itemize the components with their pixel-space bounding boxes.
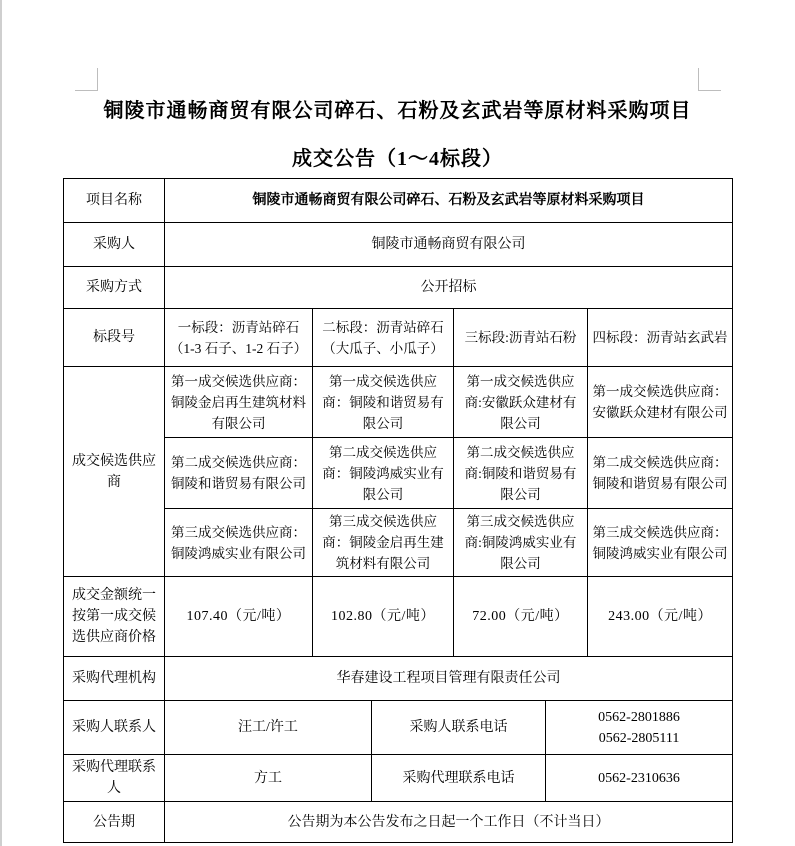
purchaser-contact-phone-label: 采购人联系电话 xyxy=(372,701,546,755)
candidate-third-section2: 第三成交候选供应商：铜陵金启再生建筑材料有限公司 xyxy=(313,509,454,577)
row-agency-contact xyxy=(64,755,733,802)
purchaser-phone-2: 0562-2805111 xyxy=(598,730,680,746)
row-sections xyxy=(64,309,733,367)
value-announcement-period: 公告期为本公告发布之日起一个工作日（不计当日） xyxy=(165,802,733,843)
candidate-second-section2: 第二成交候选供应商：铜陵鸿威实业有限公司 xyxy=(313,438,454,509)
price-section4: 243.00（元/吨） xyxy=(588,577,733,657)
document-title-line2: 成交公告（1～4标段） xyxy=(292,148,503,170)
row-announcement-period xyxy=(64,802,733,843)
row-purchaser xyxy=(64,223,733,267)
label-sections: 标段号 xyxy=(64,309,165,367)
price-section3: 72.00（元/吨） xyxy=(454,577,588,657)
label-method: 采购方式 xyxy=(64,267,165,309)
candidate-third-section4: 第三成交候选供应商：铜陵鸿威实业有限公司 xyxy=(588,509,733,577)
section-1: 一标段：沥青站碎石（1-3 石子、1-2 石子） xyxy=(165,309,313,367)
label-agency: 采购代理机构 xyxy=(64,657,165,701)
section-3: 三标段:沥青站石粉 xyxy=(454,309,588,367)
section-4: 四标段：沥青站玄武岩 xyxy=(588,309,733,367)
crop-mark-top-left xyxy=(75,68,98,91)
agency-contact-phone: 0562-2310636 xyxy=(546,755,733,802)
label-prices: 成交金额统一按第一成交候选供应商价格 xyxy=(64,577,165,657)
label-purchaser-contact: 采购人联系人 xyxy=(64,701,165,755)
candidate-second-section3: 第二成交候选供应商:铜陵和谐贸易有限公司 xyxy=(454,438,588,509)
purchaser-phone-1: 0562-2801886 xyxy=(598,709,680,725)
section-2: 二标段：沥青站碎石（大瓜子、小瓜子） xyxy=(313,309,454,367)
candidate-third-section1: 第三成交候选供应商：铜陵鸿威实业有限公司 xyxy=(165,509,313,577)
candidate-second-section1: 第二成交候选供应商：铜陵和谐贸易有限公司 xyxy=(165,438,313,509)
agency-contact-name: 方工 xyxy=(165,755,372,802)
announcement-table xyxy=(63,178,733,843)
row-prices xyxy=(64,577,733,657)
candidate-first-section2: 第一成交候选供应商：铜陵和谐贸易有限公司 xyxy=(313,367,454,438)
value-project-name: 铜陵市通畅商贸有限公司碎石、石粉及玄武岩等原材料采购项目 xyxy=(165,179,733,223)
purchaser-contact-name: 汪工/许工 xyxy=(165,701,372,755)
price-section1: 107.40（元/吨） xyxy=(165,577,313,657)
candidate-first-section1: 第一成交候选供应商：铜陵金启再生建筑材料有限公司 xyxy=(165,367,313,438)
candidate-first-section4: 第一成交候选供应商：安徽跃众建材有限公司 xyxy=(588,367,733,438)
candidate-third-section3: 第三成交候选供应商:铜陵鸿威实业有限公司 xyxy=(454,509,588,577)
label-purchaser: 采购人 xyxy=(64,223,165,267)
purchaser-contact-phones xyxy=(546,701,733,755)
row-project-name xyxy=(64,179,733,223)
row-purchaser-contact xyxy=(64,701,733,755)
candidate-first-section3: 第一成交候选供应商:安徽跃众建材有限公司 xyxy=(454,367,588,438)
candidate-second-section4: 第二成交候选供应商：铜陵和谐贸易有限公司 xyxy=(588,438,733,509)
document-title-line1: 铜陵市通畅商贸有限公司碎石、石粉及玄武岩等原材料采购项目 xyxy=(103,100,692,122)
row-candidates-third xyxy=(64,509,733,577)
page-left-edge xyxy=(0,0,2,846)
value-method: 公开招标 xyxy=(165,267,733,309)
value-agency: 华春建设工程项目管理有限责任公司 xyxy=(165,657,733,701)
row-agency xyxy=(64,657,733,701)
row-candidates-second xyxy=(64,438,733,509)
price-section2: 102.80（元/吨） xyxy=(313,577,454,657)
row-candidates-first xyxy=(64,367,733,438)
label-agency-contact: 采购代理联系人 xyxy=(64,755,165,802)
label-project-name: 项目名称 xyxy=(64,179,165,223)
crop-mark-top-right xyxy=(698,68,721,91)
label-announcement-period: 公告期 xyxy=(64,802,165,843)
row-method xyxy=(64,267,733,309)
value-purchaser: 铜陵市通畅商贸有限公司 xyxy=(165,223,733,267)
label-candidates: 成交候选供应商 xyxy=(64,367,165,577)
agency-contact-phone-label: 采购代理联系电话 xyxy=(372,755,546,802)
